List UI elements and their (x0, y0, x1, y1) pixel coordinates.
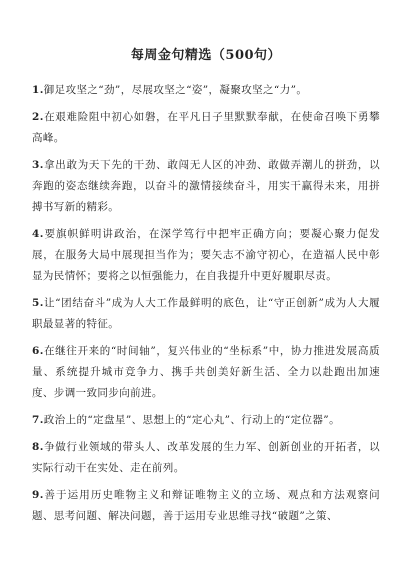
quote-item-9 (32, 485, 380, 527)
quote-number: 2. (32, 111, 44, 123)
document-title: 每周金句精选（500句） (130, 48, 282, 63)
quote-number: 9. (32, 489, 44, 501)
quote-item-7 (32, 410, 380, 431)
quote-item-3 (32, 155, 380, 218)
quote-text: 政治上的“定盘星”、思想上的“定心丸”、行动上的“定位器”。 (43, 414, 340, 426)
quote-text: 争做行业领域的带头人、改革发展的生力军、创新创业的开拓者，以实际行动干在实处、走在前列。 (32, 441, 380, 474)
quote-item-5 (32, 293, 380, 335)
quote-number: 4. (32, 228, 44, 240)
quote-item-4 (32, 224, 380, 287)
quote-text: 在继往开来的“时间轴”，复兴伟业的“坐标系”中，协力推进发展高质量、系统提升城市竞争力、携手共创美好新生活、全力以赴跑出加速度、步调一致同步向前进。 (32, 345, 380, 399)
quote-number: 6. (32, 345, 44, 357)
quote-number: 8. (32, 441, 44, 453)
quote-text: 善于运用历史唯物主义和辩证唯物主义的立场、观点和方法观察问题、思考问题、解决问题，善于运用专业思维寻找“破题”之策、 (32, 489, 380, 522)
quote-item-2 (32, 107, 380, 149)
quote-text: 御足攻坚之“劲”，尽展攻坚之“姿”，凝聚攻坚之“力”。 (43, 84, 308, 96)
quote-number: 5. (32, 297, 44, 309)
quote-item-8 (32, 437, 380, 479)
quote-number: 3. (32, 159, 44, 171)
quote-number: 7. (32, 414, 44, 426)
quote-item-6 (32, 341, 380, 404)
quote-text: 在艰难险阻中初心如磐，在平凡日子里默默奉献，在使命召唤下勇攀高峰。 (32, 111, 380, 144)
quote-item-1 (32, 80, 380, 101)
quote-text: 要旗帜鲜明讲政治，在深学笃行中把牢正确方向；要凝心聚力促发展，在服务大局中展现担当作为；要矢志不渝守初心，在造福人民中彰显为民情怀；要将之以恒强能力，在自我提升中更好履职尽责。 (32, 228, 380, 282)
quote-text: 拿出敢为天下先的干劲、敢闯无人区的冲劲、敢做弄潮儿的拼劲，以奔跑的姿态继续奔跑，以奋斗的激情接续奋斗，用实干赢得未来，用拼搏书写新的精彩。 (32, 159, 380, 213)
quote-number: 1. (32, 84, 44, 96)
quote-text: 让“团结奋斗”成为人大工作最鲜明的底色，让“守正创新”成为人大履职最显著的特征。 (32, 297, 380, 330)
